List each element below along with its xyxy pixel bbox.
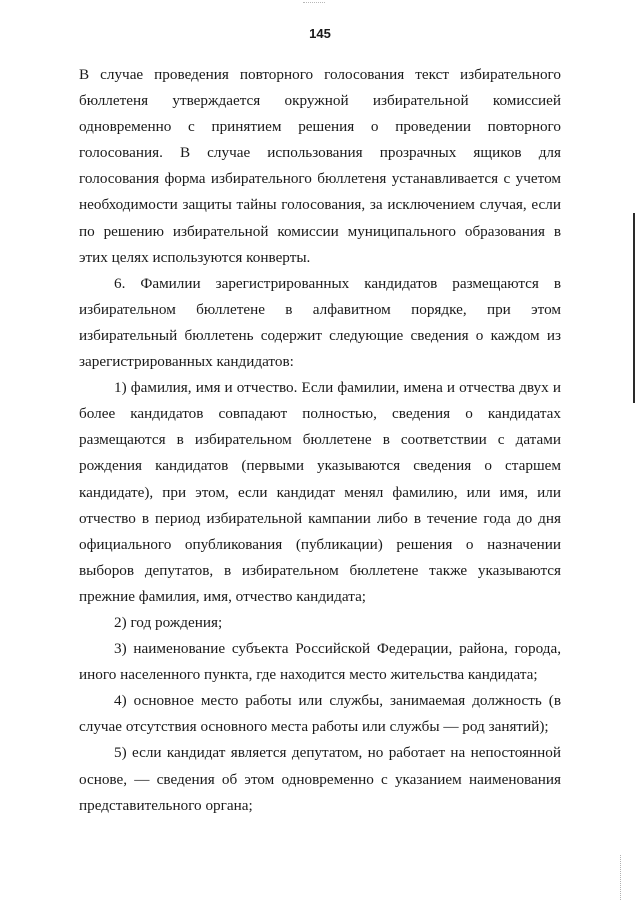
scan-artifact-top xyxy=(303,2,325,9)
paragraph-candidate-order: 6. Фамилии зарегистрированных кандидатов размещаются в избирательном бюллетене в алфавитном порядке, при этом избирательный бюллетень содержит следующие сведения о каждом из зарегистрированных кандидатов: xyxy=(79,274,561,371)
list-item-full-name: 1) фамилия, имя и отчество. Если фамилии, имена и отчества двух и более кандидатов совпадают полностью, сведения о кандидатах размещаются в избирательном бюллетене в соответствии с датами рождения кандидатов (первыми указываются сведения о старшем кандидате), при этом, если кандидат менял фамилию, или имя, или отчество в период избирательной кампании либо в течение года до дня официального опубликования (публикации) решения о назначении выборов депутатов, в избирательном бюллетене также указываются прежние фамилия, имя, отчество кандидата; xyxy=(79,379,561,605)
page-number: 145 xyxy=(309,26,331,41)
scan-artifact-right-dots xyxy=(620,855,623,900)
list-item-residence: 3) наименование субъекта Российской Федерации, района, города, иного населенного пункта, где находится место жительства кандидата; xyxy=(79,640,561,684)
paragraph-ballot-approval: В случае проведения повторного голосования текст избирательного бюллетеня утверждается окружной избирательной комиссией одновременно с принятием решения о проведении повторного голосования. В случае использования прозрачных ящиков для голосования форма избирательного бюллетеня устанавливается с учетом необходимости защиты тайны голосования, за исключением случая, если по решению избирательной комиссии муниципального образования в этих целях используются конверты. xyxy=(79,66,561,266)
list-item-birth-year: 2) год рождения; xyxy=(114,613,223,631)
document-body xyxy=(79,62,561,819)
scan-artifact-right-bar xyxy=(633,213,635,403)
list-item-deputy-status: 5) если кандидат является депутатом, но работает на непостоянной основе, — сведения об этом одновременно с указанием наименования представительного органа; xyxy=(79,744,561,814)
list-item-workplace: 4) основное место работы или службы, занимаемая должность (в случае отсутствия основного места работы или службы — род занятий); xyxy=(79,692,561,736)
